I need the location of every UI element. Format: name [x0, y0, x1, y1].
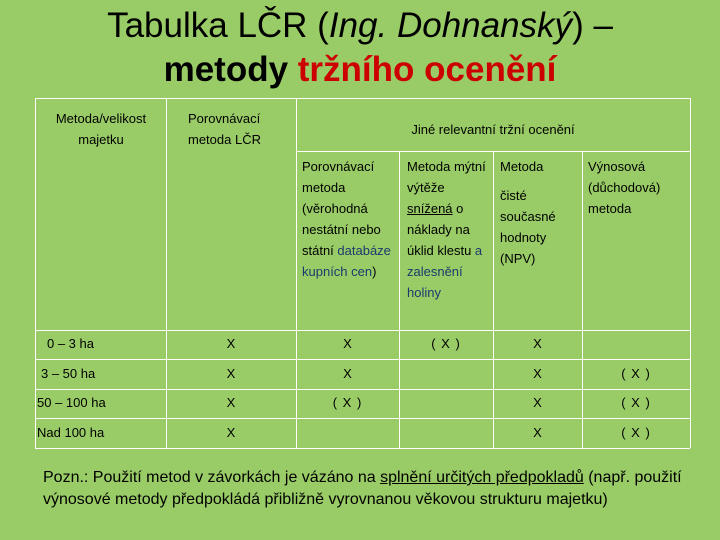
- grid-line: [35, 330, 690, 331]
- subheader-income: Výnosová (důchodová) metoda: [588, 159, 661, 216]
- grid-line: [35, 448, 690, 449]
- subheader-npv: Metoda čisté současné hodnoty (NPV): [500, 159, 556, 266]
- row-label: 0 – 3 ha: [47, 336, 94, 351]
- subheader-comparative: Porovnávací metoda (věrohodná nestátní nebo státní databáze kupních cen): [302, 159, 391, 279]
- header-comparative-lcr: Porovnávací metoda LČR: [188, 111, 261, 147]
- grid-line: [35, 359, 690, 360]
- subheader-harvest-yield: Metoda mýtní výtěže snížená o náklady na úklid klestu a zalesnění holiny: [407, 159, 486, 300]
- header-method-size: Metoda/velikost majetku: [55, 111, 147, 147]
- cell-mark: X: [533, 336, 542, 351]
- grid-line: [399, 151, 400, 448]
- cell-mark: X: [343, 366, 352, 381]
- cell-mark: ( X ): [621, 425, 651, 440]
- title-line-2: metody tržního ocenění: [163, 50, 557, 89]
- cell-mark: X: [343, 336, 352, 351]
- grid-line: [35, 98, 36, 448]
- cell-mark: ( X ): [332, 395, 363, 410]
- cell-mark: X: [533, 425, 542, 440]
- cell-mark: X: [226, 366, 236, 381]
- cell-mark: X: [226, 395, 236, 410]
- slide-title: [0, 4, 720, 92]
- header-other-market: Jiné relevantní tržní ocenění: [411, 122, 575, 137]
- row-label: 3 – 50 ha: [41, 366, 96, 381]
- grid-line: [35, 389, 690, 390]
- title-line-1: Tabulka LČR (Ing. Dohnanský) –: [107, 6, 613, 45]
- cell-mark: ( X ): [431, 336, 461, 351]
- footnote: Pozn.: Použití metod v závorkách je vázáno na splnění určitých předpokladů (např. použití výnosové metody předpokládá přibližně vyrovnanou věkovou strukturu majetku): [43, 469, 682, 508]
- cell-mark: ( X ): [621, 366, 651, 381]
- row-label: 50 – 100 ha: [37, 395, 106, 410]
- cell-mark: X: [226, 336, 236, 351]
- cell-mark: X: [533, 395, 542, 410]
- row-label: Nad 100 ha: [37, 425, 105, 440]
- grid-line: [35, 98, 690, 99]
- grid-line: [690, 98, 691, 448]
- cell-mark: ( X ): [621, 395, 651, 410]
- cell-mark: X: [226, 425, 236, 440]
- grid-line: [35, 418, 690, 419]
- cell-mark: X: [533, 366, 542, 381]
